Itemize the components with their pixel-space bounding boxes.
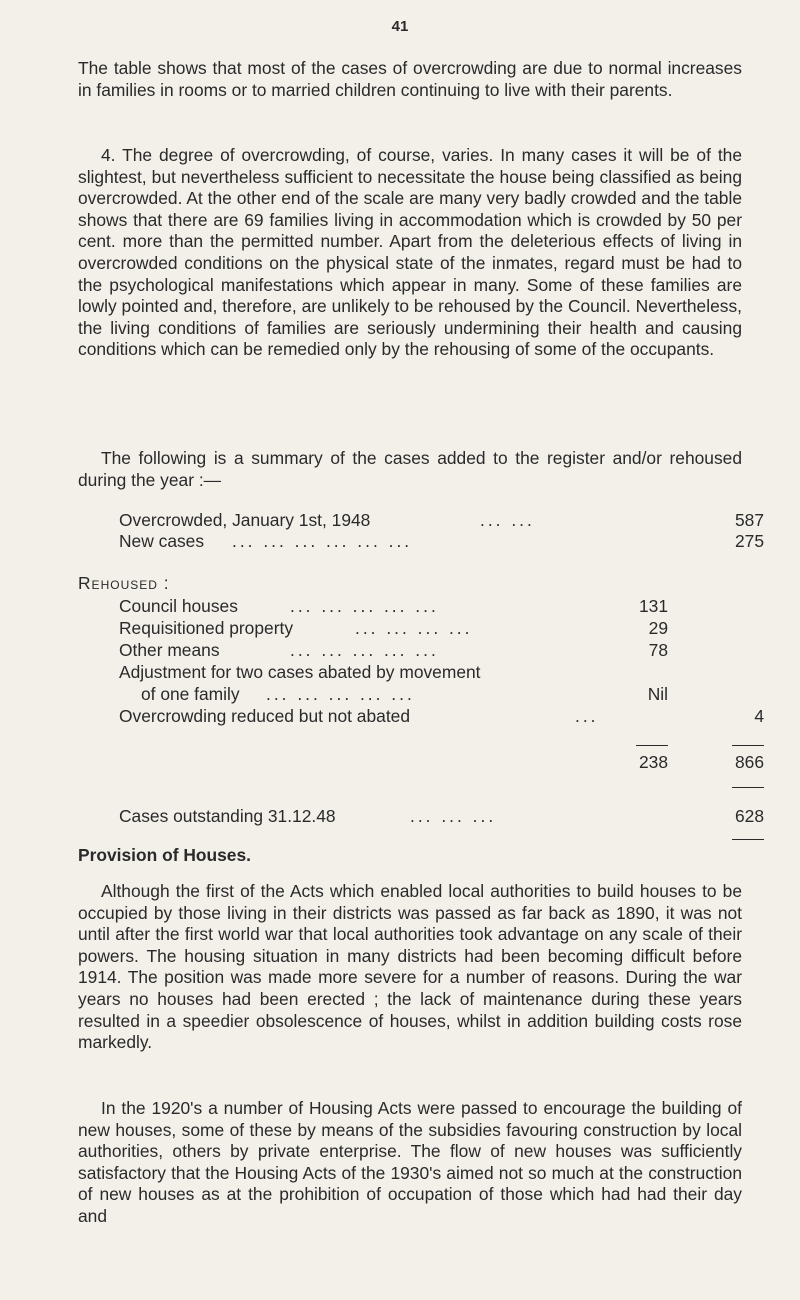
total-cases: 866	[734, 752, 764, 772]
row-label-other-means: Other means	[119, 640, 220, 660]
leader-dots: ... ... ... ... ...	[290, 640, 439, 660]
paragraph-summary-intro: The following is a summary of the cases added to the register and/or rehoused during the year :—	[78, 448, 742, 490]
paragraph-overcrowding-causes: The table shows that most of the cases of overcrowding are due to normal increases in families in rooms or to married children continuing to live with their parents.	[78, 58, 742, 100]
leader-dots: ... ... ... ... ...	[290, 596, 439, 616]
row-label-overcrowded: Overcrowded, January 1st, 1948	[119, 510, 371, 530]
row-label-new-cases: New cases	[119, 531, 205, 551]
row-label-reduced: Overcrowding reduced but not abated	[119, 706, 410, 726]
leader-dots: ... ... ... ... ... ...	[232, 531, 413, 551]
value-adjustment: Nil	[647, 684, 668, 704]
value-outstanding: 628	[734, 806, 764, 826]
paragraph-degree-of-overcrowding: 4. The degree of overcrowding, of course, varies. In many cases it will be of the slightest, but nevertheless sufficient to necessitate the house being classified as being overcrowded. At the other end of the scale are many very badly crowded and the table shows that there are 69 families living in accommodation which is crowded by 50 per cent. more than the permitted number. Apart from the deleterious effects of living in overcrowded conditions on the physical state of the inmates, regard must be had to the psychological manifestations which appear in many. Some of these families are lowly pointed and, therefore, are unlikely to be rehoused by the Council. Nevertheless, the living conditions of families are seriously undermining their health and causing conditions which can be remedied only by the rehousing of some of the occupants.	[78, 145, 742, 360]
value-reduced: 4	[754, 706, 764, 726]
leader-dots: ... ... ... ... ...	[266, 684, 415, 704]
subtotal-rule-col1	[636, 745, 668, 746]
row-label-outstanding: Cases outstanding 31.12.48	[119, 806, 336, 826]
value-council-houses: 131	[638, 596, 668, 616]
paragraph-housing-acts-1920s: In the 1920's a number of Housing Acts were passed to encourage the building of new houses, some of these by means of the subsidies favouring construction by local authorities, others by private enterprise. The flow of new houses was sufficiently satisfactory that the Housing Acts of the 1930's aimed not so much at the construction of new houses as at the prohibition of occupation of those which had had their day and	[78, 1098, 742, 1226]
value-requisitioned: 29	[648, 618, 668, 638]
section-heading-provision-of-houses: Provision of Houses.	[78, 845, 251, 865]
paragraph-housing-acts-history: Although the first of the Acts which enabled local authorities to build houses to be occupied by those living in their districts was passed as far back as 1890, it was not until after the first world war that local authorities took advantage on any scale of their powers. The housing situation in many districts had been becoming difficult before 1914. The position was made more severe for a number of reasons. During the war years no houses had been erected ; the lack of maintenance during these years resulted in a speedier obsolescence of houses, whilst in addition building costs rose markedly.	[78, 881, 742, 1053]
value-overcrowded: 587	[734, 510, 764, 530]
leader-dots: ... ... ... ...	[355, 618, 473, 638]
rehoused-heading: Rehoused :	[78, 573, 170, 593]
total-rehoused: 238	[638, 752, 668, 772]
value-other-means: 78	[648, 640, 668, 660]
row-label-council-houses: Council houses	[119, 596, 238, 616]
row-label-requisitioned: Requisitioned property	[119, 618, 294, 638]
row-label-adjustment-line1: Adjustment for two cases abated by movement	[119, 662, 481, 682]
leader-dots: ... ... ...	[410, 806, 497, 826]
row-label-adjustment-line2: of one family	[141, 684, 240, 704]
leader-dots: ...	[575, 706, 599, 726]
leader-dots: ... ...	[480, 510, 535, 530]
total-rule-col2	[732, 787, 764, 788]
subtotal-rule-col2	[732, 745, 764, 746]
page-number: 41	[391, 18, 409, 35]
value-new-cases: 275	[734, 531, 764, 551]
final-rule-col2	[732, 839, 764, 840]
